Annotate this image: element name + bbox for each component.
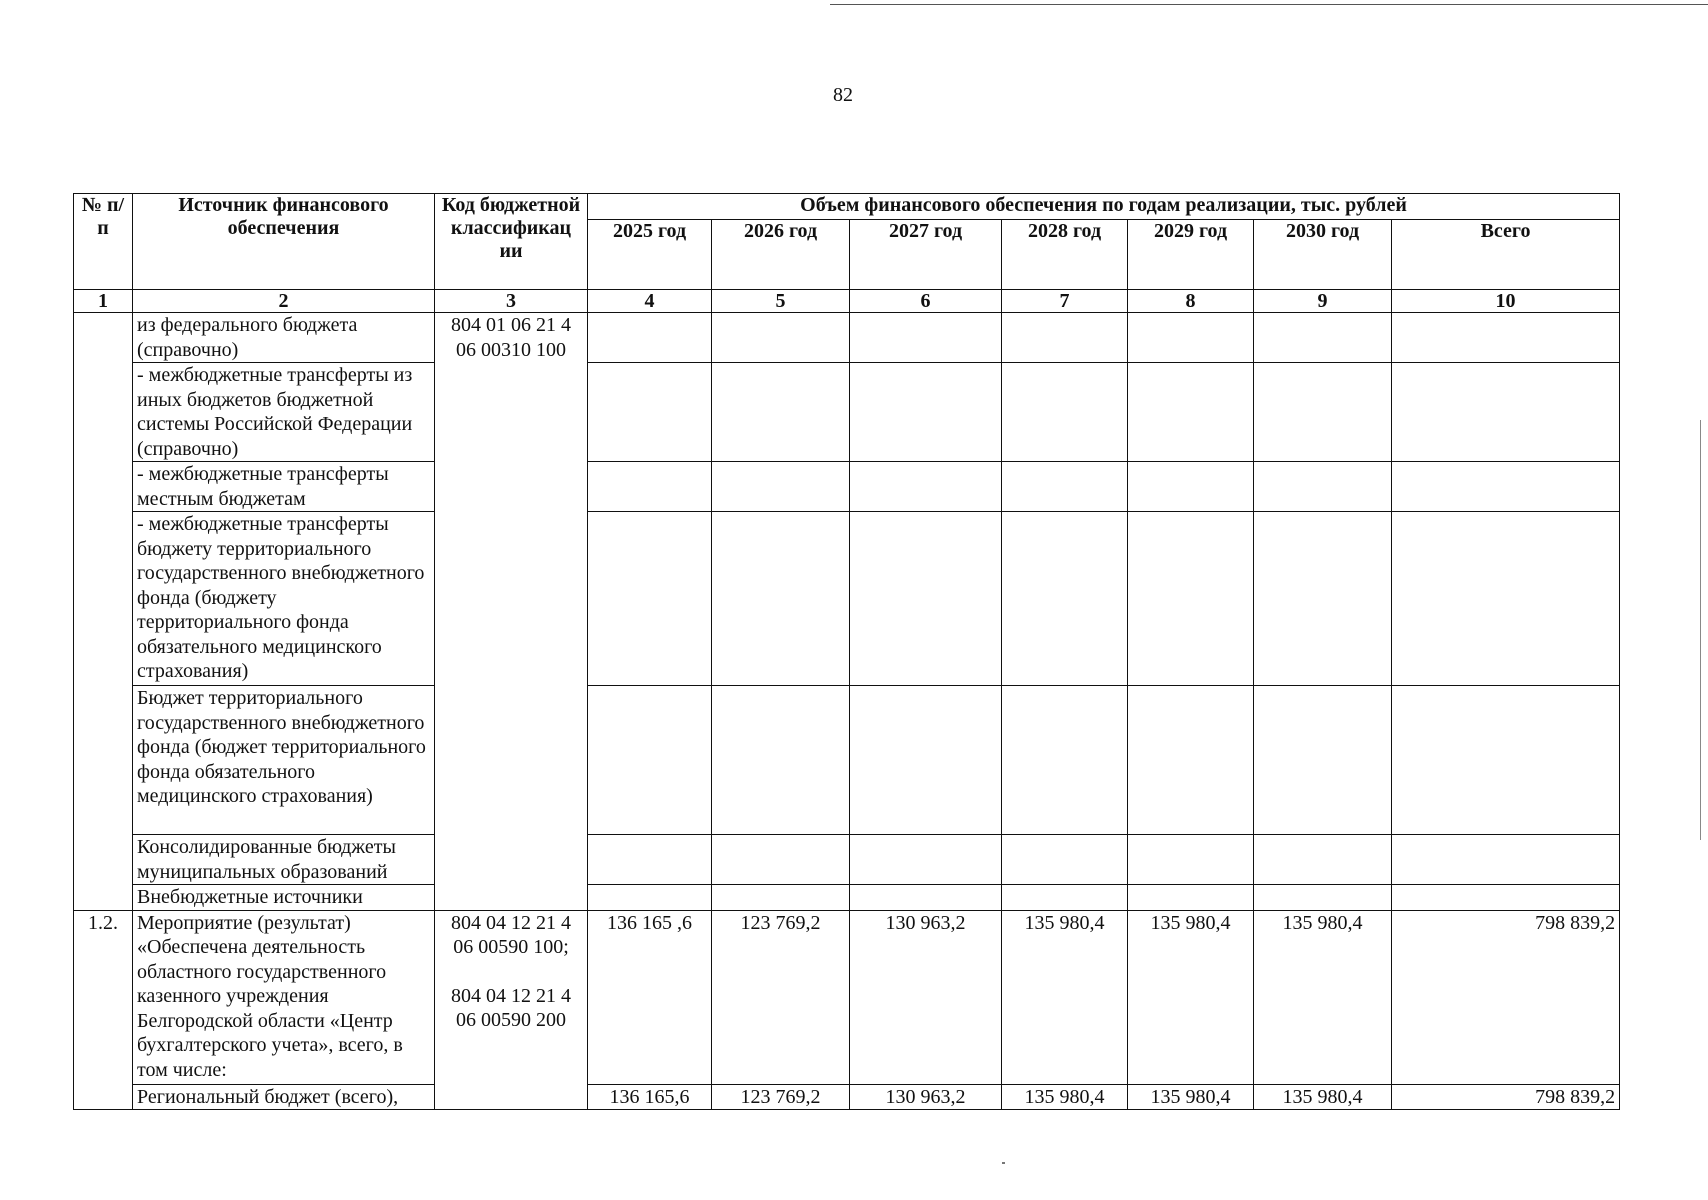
source-cell: Внебюджетные источники: [133, 885, 435, 911]
value-cell: 135 980,4: [1128, 1084, 1254, 1110]
value-cell: [712, 462, 850, 512]
column-number-7: 7: [1002, 290, 1128, 313]
value-cell: [1128, 885, 1254, 911]
header-number: № п/п: [74, 194, 133, 290]
page-number: 82: [833, 84, 853, 106]
header-code: Код бюджетной классификац ии: [435, 194, 588, 290]
table-row: [74, 686, 1620, 835]
value-cell: [1128, 363, 1254, 462]
table-row: [74, 910, 1620, 1084]
value-cell: 130 963,2: [850, 910, 1002, 1084]
value-cell: [850, 363, 1002, 462]
table-row: [74, 512, 1620, 686]
top-border-line: [830, 4, 1708, 5]
value-cell: [1128, 835, 1254, 885]
value-cell: 135 980,4: [1254, 910, 1392, 1084]
total-cell: 798 839,2: [1392, 910, 1620, 1084]
value-cell: [588, 885, 712, 911]
value-cell: 123 769,2: [712, 910, 850, 1084]
value-cell: 136 165,6: [588, 1084, 712, 1110]
column-number-5: 5: [712, 290, 850, 313]
header-year-2030: 2030 год: [1254, 220, 1392, 290]
header-year-2029: 2029 год: [1128, 220, 1254, 290]
code-line: 804 04 12 21 4 06 00590 200: [451, 984, 571, 1031]
value-cell: [1254, 462, 1392, 512]
value-cell: 135 980,4: [1128, 910, 1254, 1084]
value-cell: [850, 313, 1002, 363]
header-source: Источник финансового обеспечения: [133, 194, 435, 290]
table-row: [74, 835, 1620, 885]
value-cell: 130 963,2: [850, 1084, 1002, 1110]
header-year-2025: 2025 год: [588, 220, 712, 290]
value-cell: 123 769,2: [712, 1084, 850, 1110]
table-row: [74, 313, 1620, 363]
row-number-cell: 1.2.: [74, 910, 133, 1110]
header-year-2028: 2028 год: [1002, 220, 1128, 290]
source-cell: из федерального бюджета (справочно): [133, 313, 435, 363]
value-cell: [850, 686, 1002, 835]
total-cell: [1392, 885, 1620, 911]
value-cell: [712, 686, 850, 835]
table-row: [74, 885, 1620, 911]
value-cell: [588, 835, 712, 885]
value-cell: [588, 313, 712, 363]
total-cell: [1392, 512, 1620, 686]
column-number-9: 9: [1254, 290, 1392, 313]
value-cell: 135 980,4: [1002, 910, 1128, 1084]
value-cell: [712, 885, 850, 911]
column-number-2: 2: [133, 290, 435, 313]
value-cell: [1002, 512, 1128, 686]
value-cell: [1254, 363, 1392, 462]
value-cell: [1002, 686, 1128, 835]
value-cell: [1128, 313, 1254, 363]
value-cell: [712, 512, 850, 686]
source-cell: Консолидированные бюджеты муниципальных образований: [133, 835, 435, 885]
source-cell: Бюджет территориального государственного внебюджетного фонда (бюджет территориального фонда обязательного медицинского страхования): [133, 686, 435, 835]
code-line: 804 04 12 21 4 06 00590 100;: [451, 911, 571, 958]
header-year-2026: 2026 год: [712, 220, 850, 290]
total-cell: [1392, 686, 1620, 835]
value-cell: 135 980,4: [1254, 1084, 1392, 1110]
total-cell: [1392, 363, 1620, 462]
table-row: [74, 1084, 1620, 1110]
column-number-4: 4: [588, 290, 712, 313]
value-cell: [850, 885, 1002, 911]
code-cell: [435, 910, 588, 1110]
value-cell: [588, 512, 712, 686]
value-cell: [1254, 835, 1392, 885]
row-number-cell: [74, 313, 133, 911]
total-cell: 798 839,2: [1392, 1084, 1620, 1110]
financing-table: [73, 193, 1620, 1110]
scan-mark: [1002, 1162, 1005, 1164]
value-cell: 136 165 ,6: [588, 910, 712, 1084]
source-cell: Региональный бюджет (всего),: [133, 1084, 435, 1110]
value-cell: 135 980,4: [1002, 1084, 1128, 1110]
total-cell: [1392, 462, 1620, 512]
total-cell: [1392, 835, 1620, 885]
header-volume: Объем финансового обеспечения по годам реализации, тыс. рублей: [588, 194, 1620, 220]
column-number-6: 6: [850, 290, 1002, 313]
source-cell: - межбюджетные трансферты бюджету территориального государственного внебюджетного фонда (бюджету территориального фонда обязательного медицинского страхования): [133, 512, 435, 686]
value-cell: [1002, 313, 1128, 363]
code-cell: 804 01 06 21 4 06 00310 100: [435, 313, 588, 911]
source-cell: - межбюджетные трансферты местным бюджетам: [133, 462, 435, 512]
value-cell: [712, 835, 850, 885]
source-cell: Мероприятие (результат) «Обеспечена деятельность областного государственного казенного учреждения Белгородской области «Центр бухгалтерского учета», всего, в том числе:: [133, 910, 435, 1084]
value-cell: [1128, 512, 1254, 686]
value-cell: [1002, 885, 1128, 911]
value-cell: [1254, 512, 1392, 686]
value-cell: [1128, 462, 1254, 512]
source-cell: - межбюджетные трансферты из иных бюджетов бюджетной системы Российской Федерации (справочно): [133, 363, 435, 462]
value-cell: [588, 363, 712, 462]
total-cell: [1392, 313, 1620, 363]
value-cell: [1002, 363, 1128, 462]
value-cell: [1128, 686, 1254, 835]
header-total: Всего: [1392, 220, 1620, 290]
column-number-3: 3: [435, 290, 588, 313]
value-cell: [850, 512, 1002, 686]
column-number-8: 8: [1128, 290, 1254, 313]
value-cell: [1254, 885, 1392, 911]
table-row: [74, 462, 1620, 512]
value-cell: [712, 363, 850, 462]
value-cell: [588, 462, 712, 512]
value-cell: [1002, 462, 1128, 512]
value-cell: [588, 686, 712, 835]
column-number-10: 10: [1392, 290, 1620, 313]
value-cell: [850, 462, 1002, 512]
value-cell: [1254, 313, 1392, 363]
value-cell: [1254, 686, 1392, 835]
value-cell: [850, 835, 1002, 885]
value-cell: [1002, 835, 1128, 885]
right-scan-edge: [1700, 420, 1701, 840]
table-row: [74, 363, 1620, 462]
value-cell: [712, 313, 850, 363]
column-number-1: 1: [74, 290, 133, 313]
header-year-2027: 2027 год: [850, 220, 1002, 290]
